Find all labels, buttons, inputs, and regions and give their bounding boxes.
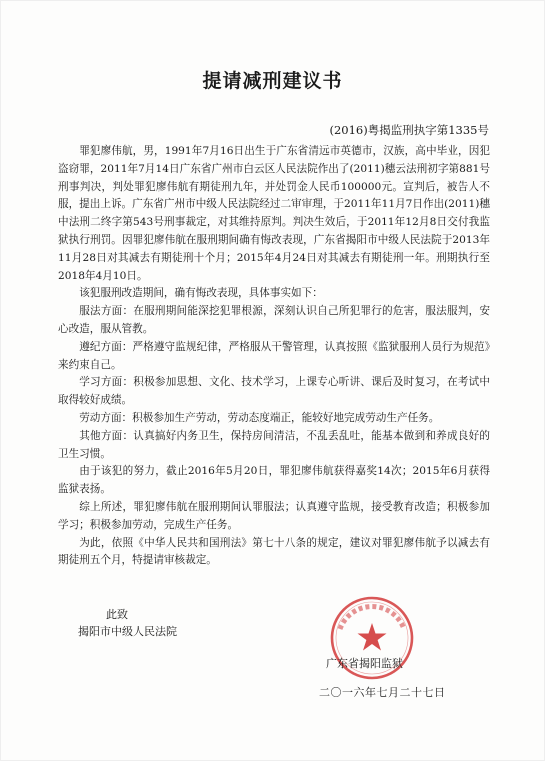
paragraph-case-background: 罪犯廖伟航，男，1991年7月16日出生于广东省清远市英德市，汉族，高中毕业，因犯盗窃罪，2011年7月14日广东省广州市白云区人民法院作出了(2011)穗云法刑初字第881号刑事判决，判处罪犯廖伟航有期徒刑九年，并处罚金人民币100000元。宣判后，被告人不服，提出上诉。广东省广州市中级人民法院经过二审审理，于2011年11月7日作出(2011)穗中法刑二终字第543号刑事裁定，对其维持原判。判决生效后，于2011年12月8日交付我监狱执行刑罚。因罪犯廖伟航在服刑期间确有悔改表现，广东省揭阳市中级人民法院于2013年11月28日对其减去有期徒刑十个月；2015年4月24日对其减去有期徒刑一年。刑期执行至2018年4月10日。	[58, 145, 490, 282]
paragraph-other: 其他方面：认真搞好内务卫生，保持房间清洁，不乱丢乱吐，能基本做到和养成良好的卫生习惯。	[58, 429, 490, 460]
issuer-name: 广东省揭阳监狱	[326, 657, 403, 670]
paragraph-awards: 由于该犯的努力，截止2016年5月20日，罪犯廖伟航获得嘉奖14次；2015年6月获得监狱表扬。	[58, 465, 490, 496]
salutation: 此致	[106, 608, 128, 621]
document-number: (2016)粤揭监刑执字第1335号	[329, 123, 489, 137]
paragraph-discipline: 遵纪方面：严格遵守监规纪律，严格服从干警管理，认真按照《监狱服刑人员行为规范》来约束自己。	[58, 340, 490, 371]
recipient-court: 揭阳市中级人民法院	[78, 625, 177, 638]
document-body	[58, 143, 490, 570]
paragraph-labor: 劳动方面：积极参加生产劳动，劳动态度端正，能较好地完成劳动生产任务。	[79, 411, 440, 424]
issue-date: 二〇一六年七月二十七日	[319, 686, 446, 699]
paragraph-summary: 综上所述，罪犯廖伟航在服刑期间认罪服法；认真遵守监规，接受教育改造；积极参加学习；积极参加劳动，完成生产任务。	[58, 500, 490, 531]
paragraph-recommendation: 为此，依照《中华人民共和国刑法》第七十八条的规定，建议对罪犯廖伟航予以减去有期徒刑五个月，特提请审核裁定。	[58, 536, 490, 567]
paragraph-study: 学习方面：积极参加思想、文化、技术学习，上课专心听讲、课后及时复习，在考试中取得较好成绩。	[58, 376, 490, 407]
paragraph-obedience: 服法方面：在服刑期间能深挖犯罪根源，深刻认识自己所犯罪行的危害，服法服判，安心改造，服从管教。	[58, 305, 490, 335]
document-title: 提请减刑建议书	[202, 70, 343, 92]
paragraph-intro: 该犯服刑改造期间，确有悔改表现，具体事实如下：	[79, 287, 323, 300]
